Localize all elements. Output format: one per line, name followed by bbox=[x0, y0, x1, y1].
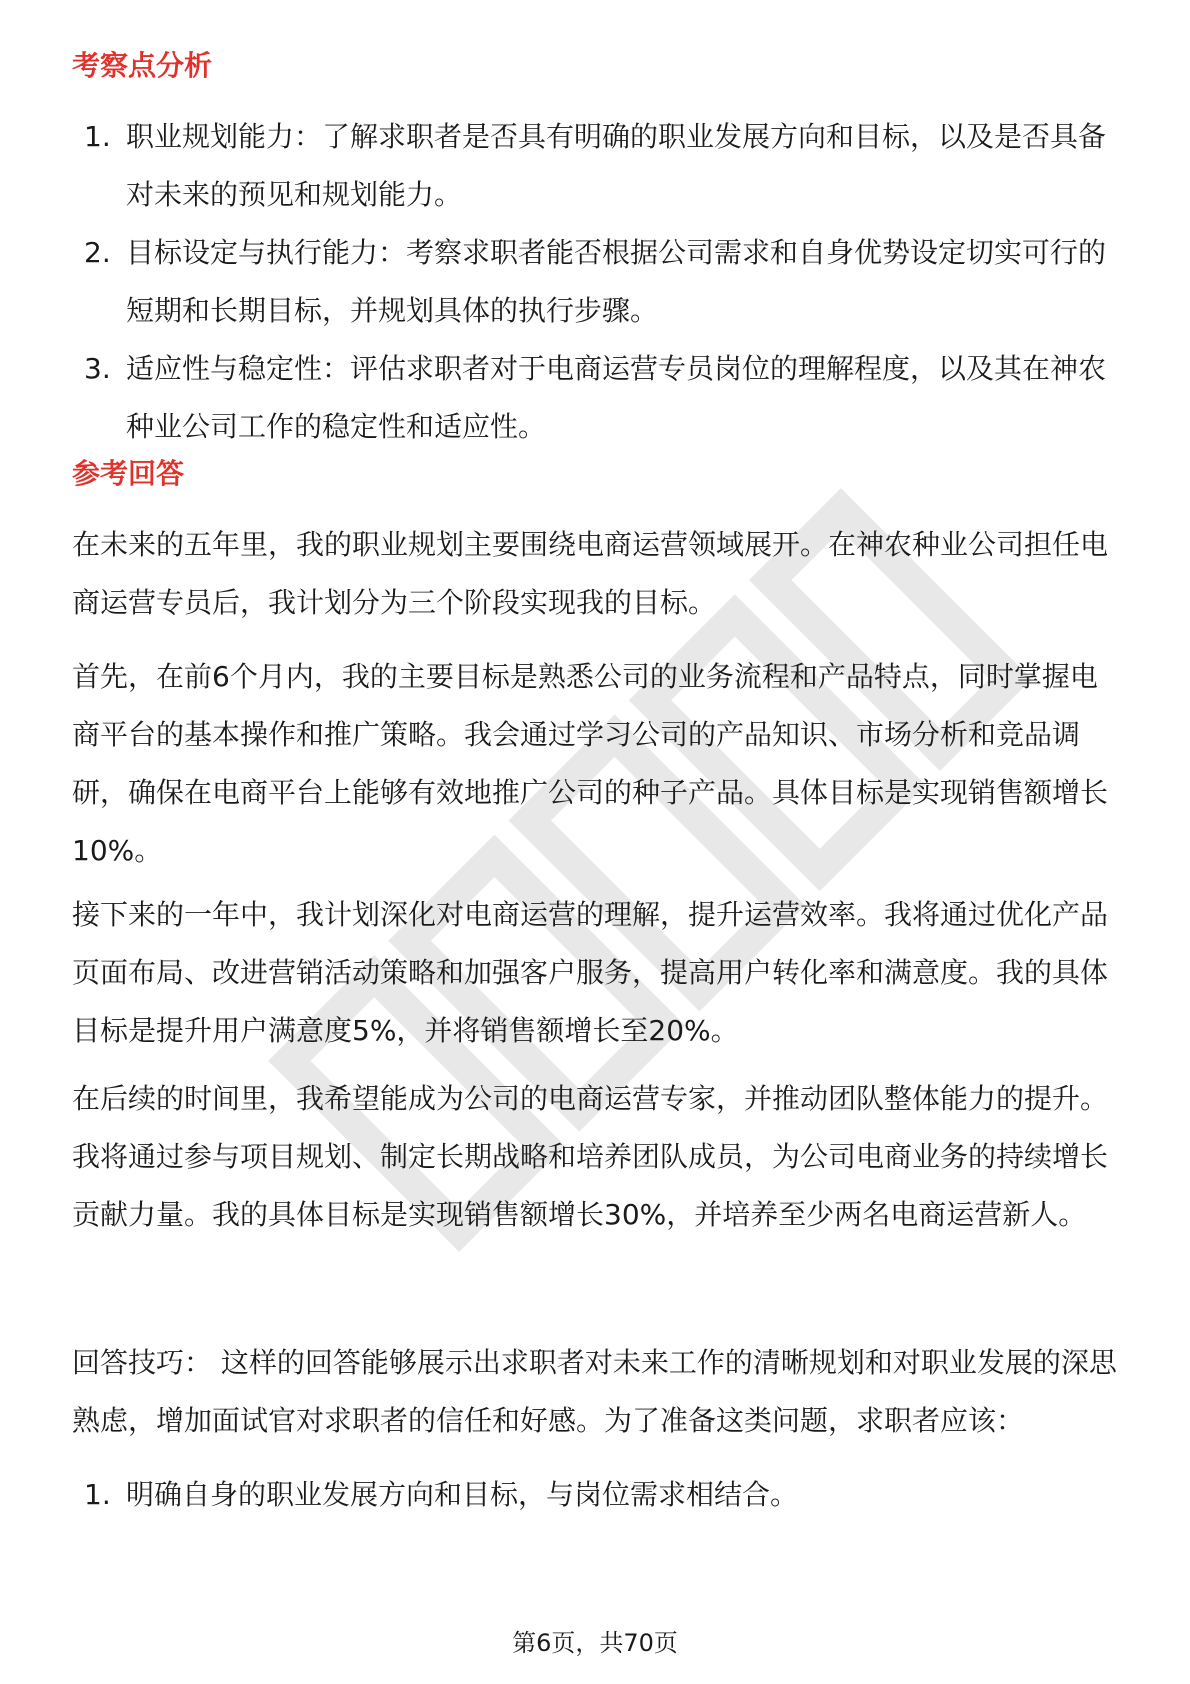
list-item-text: 目标设定与执行能力：考察求职者能否根据公司需求和自身优势设定切实可行的短期和长期目标，并规划具体的执行步骤。 bbox=[126, 236, 1107, 327]
tips-list bbox=[72, 1466, 1122, 1524]
list-item bbox=[72, 1466, 1122, 1524]
list-item bbox=[72, 108, 1122, 224]
list-number: 3. bbox=[84, 352, 111, 385]
list-number: 1. bbox=[84, 1478, 111, 1511]
answer-paragraph: 首先，在前6个月内，我的主要目标是熟悉公司的业务流程和产品特点，同时掌握电商平台的基本操作和推广策略。我会通过学习公司的产品知识、市场分析和竞品调研，确保在电商平台上能够有效地推广公司的种子产品。具体目标是实现销售额增长10%。 bbox=[72, 660, 1109, 867]
answer-paragraph: 在未来的五年里，我的职业规划主要围绕电商运营领域展开。在神农种业公司担任电商运营专员后，我计划分为三个阶段实现我的目标。 bbox=[72, 528, 1109, 619]
list-item bbox=[72, 340, 1122, 456]
answer-paragraph: 在后续的时间里，我希望能成为公司的电商运营专家，并推动团队整体能力的提升。我将通过参与项目规划、制定长期战略和培养团队成员，为公司电商业务的持续增长贡献力量。我的具体目标是实现销售额增长30%，并培养至少两名电商运营新人。 bbox=[72, 1082, 1109, 1231]
list-item-text: 明确自身的职业发展方向和目标，与岗位需求相结合。 bbox=[126, 1478, 799, 1511]
tips-paragraph: 回答技巧： 这样的回答能够展示出求职者对未来工作的清晰规划和对职业发展的深思熟虑，增加面试官对求职者的信任和好感。为了准备这类问题，求职者应该： bbox=[72, 1346, 1117, 1437]
analysis-list bbox=[72, 108, 1122, 456]
section-title-analysis: 考察点分析 bbox=[72, 49, 213, 82]
list-item-text: 职业规划能力：了解求职者是否具有明确的职业发展方向和目标，以及是否具备对未来的预见和规划能力。 bbox=[126, 120, 1107, 211]
list-item bbox=[72, 224, 1122, 340]
page-number: 第6页，共70页 bbox=[512, 1629, 678, 1657]
list-number: 2. bbox=[84, 236, 111, 269]
answer-paragraph: 接下来的一年中，我计划深化对电商运营的理解，提升运营效率。我将通过优化产品页面布局、改进营销活动策略和加强客户服务，提高用户转化率和满意度。我的具体目标是提升用户满意度5%，并将销售额增长至20%。 bbox=[72, 898, 1109, 1047]
list-number: 1. bbox=[84, 120, 111, 153]
section-title-answer: 参考回答 bbox=[72, 457, 185, 490]
list-item-text: 适应性与稳定性：评估求职者对于电商运营专员岗位的理解程度，以及其在神农种业公司工作的稳定性和适应性。 bbox=[126, 352, 1107, 443]
